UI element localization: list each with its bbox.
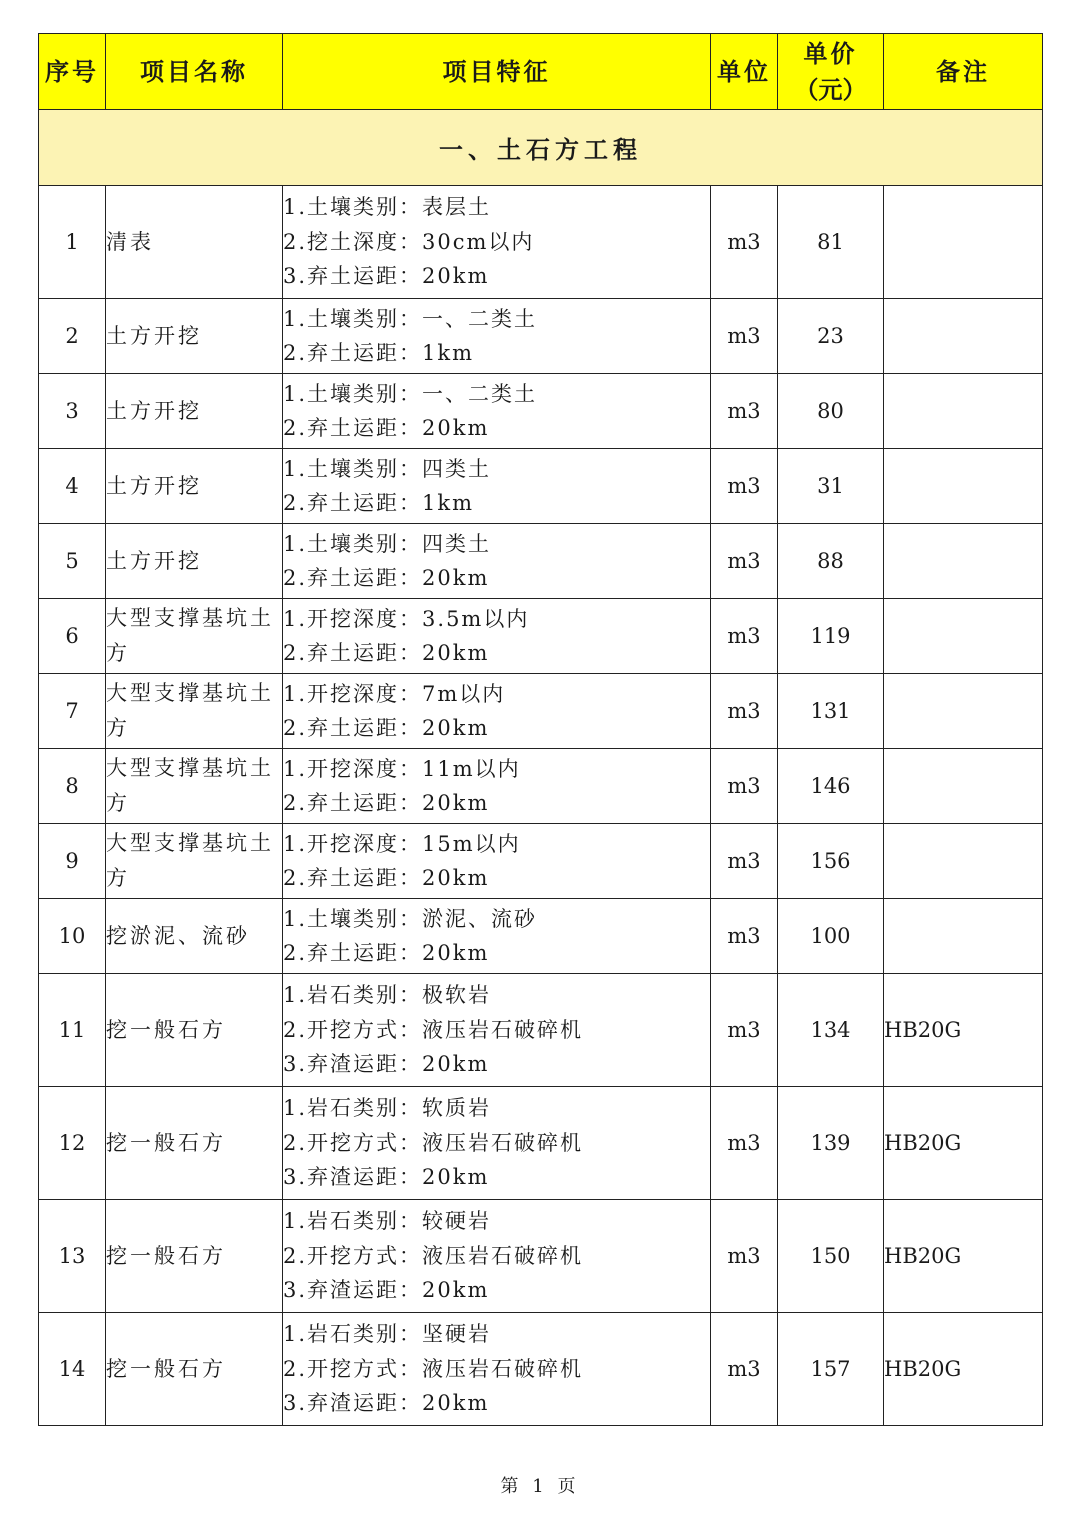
feature-line: 1.岩石类别：软质岩: [283, 1096, 492, 1121]
feature-line: 1.土壤类别：一、二类土: [283, 381, 538, 406]
row-price: 134: [778, 974, 884, 1087]
row-unit: m3: [711, 186, 778, 299]
table-row: [39, 974, 1043, 1087]
row-seq: 14: [39, 1313, 106, 1426]
table-row: [39, 824, 1043, 899]
feature-line: 1.土壤类别：表层土: [283, 195, 492, 220]
table-row: [39, 449, 1043, 524]
row-note: HB20G: [884, 1200, 1043, 1313]
row-features: [283, 899, 711, 974]
row-note: [884, 824, 1043, 899]
page-footer: 第 1 页: [500, 1476, 580, 1497]
header-name: 项目名称: [106, 34, 283, 110]
row-seq: 11: [39, 974, 106, 1087]
feature-line: 2.开挖方式：液压岩石破碎机: [283, 1017, 584, 1042]
row-features: [283, 524, 711, 599]
row-unit: m3: [711, 299, 778, 374]
feature-line: 2.弃土运距：1km: [283, 341, 475, 365]
feature-line: 1.土壤类别：四类土: [283, 456, 492, 481]
row-unit: m3: [711, 449, 778, 524]
row-price: 139: [778, 1087, 884, 1200]
row-price: 80: [778, 374, 884, 449]
row-unit: m3: [711, 1313, 778, 1426]
row-price: 23: [778, 299, 884, 374]
feature-line: 1.土壤类别：一、二类土: [283, 306, 538, 331]
feature-line: 2.开挖方式：液压岩石破碎机: [283, 1130, 584, 1155]
row-unit: m3: [711, 1200, 778, 1313]
row-note: [884, 674, 1043, 749]
feature-line: 2.弃土运距：20km: [283, 866, 490, 890]
row-note: [884, 524, 1043, 599]
row-name: 挖一般石方: [106, 1313, 283, 1426]
row-seq: 7: [39, 674, 106, 749]
row-name: 大型支撑基坑土方: [106, 599, 283, 674]
row-name: 挖一般石方: [106, 1087, 283, 1200]
row-note: HB20G: [884, 1087, 1043, 1200]
feature-line: 1.土壤类别：四类土: [283, 531, 492, 556]
row-unit: m3: [711, 524, 778, 599]
row-note: [884, 186, 1043, 299]
table-row: [39, 749, 1043, 824]
row-price: 131: [778, 674, 884, 749]
feature-line: 3.弃渣运距：20km: [283, 1165, 490, 1190]
table-row: [39, 299, 1043, 374]
price-table: [38, 33, 1043, 1426]
feature-line: 1.岩石类别：坚硬岩: [283, 1322, 492, 1347]
feature-line: 2.弃土运距：20km: [283, 416, 490, 440]
header-price: [778, 34, 884, 110]
row-features: [283, 974, 711, 1087]
row-name: 大型支撑基坑土方: [106, 749, 283, 824]
row-features: [283, 674, 711, 749]
row-features: [283, 1087, 711, 1200]
row-features: [283, 1313, 711, 1426]
section-row: [39, 110, 1043, 186]
row-features: [283, 749, 711, 824]
feature-line: 3.弃土运距：20km: [283, 264, 490, 289]
table-row: [39, 1313, 1043, 1426]
header-seq: 序号: [39, 34, 106, 110]
row-note: [884, 299, 1043, 374]
row-seq: 12: [39, 1087, 106, 1200]
row-seq: 8: [39, 749, 106, 824]
row-name: 大型支撑基坑土方: [106, 824, 283, 899]
row-seq: 1: [39, 186, 106, 299]
row-features: [283, 374, 711, 449]
feature-line: 2.弃土运距：20km: [283, 641, 490, 665]
row-note: [884, 449, 1043, 524]
feature-line: 1.土壤类别：淤泥、流砂: [283, 906, 538, 931]
row-price: 150: [778, 1200, 884, 1313]
row-features: [283, 1200, 711, 1313]
row-name: 挖淤泥、流砂: [106, 899, 283, 974]
table-row: [39, 186, 1043, 299]
feature-line: 2.弃土运距：20km: [283, 791, 490, 815]
header-unit: 单位: [711, 34, 778, 110]
row-unit: m3: [711, 674, 778, 749]
row-unit: m3: [711, 1087, 778, 1200]
header-price-line1: 单价: [803, 38, 858, 68]
feature-line: 3.弃渣运距：20km: [283, 1278, 490, 1303]
feature-line: 1.开挖深度：15m以内: [283, 831, 521, 856]
feature-line: 3.弃渣运距：20km: [283, 1052, 490, 1077]
row-price: 100: [778, 899, 884, 974]
row-unit: m3: [711, 599, 778, 674]
row-name: 大型支撑基坑土方: [106, 674, 283, 749]
row-name: 土方开挖: [106, 299, 283, 374]
row-features: [283, 186, 711, 299]
table-row: [39, 1087, 1043, 1200]
feature-line: 2.开挖方式：液压岩石破碎机: [283, 1243, 584, 1268]
row-name: 清表: [106, 186, 283, 299]
row-name: 挖一般石方: [106, 974, 283, 1087]
row-name: 土方开挖: [106, 374, 283, 449]
row-features: [283, 824, 711, 899]
table-row: [39, 899, 1043, 974]
feature-line: 2.弃土运距：20km: [283, 716, 490, 740]
feature-line: 1.开挖深度：7m以内: [283, 681, 506, 706]
row-name: 挖一般石方: [106, 1200, 283, 1313]
row-note: [884, 599, 1043, 674]
row-note: [884, 899, 1043, 974]
row-unit: m3: [711, 974, 778, 1087]
row-seq: 4: [39, 449, 106, 524]
feature-line: 1.开挖深度：11m以内: [283, 756, 521, 781]
row-price: 88: [778, 524, 884, 599]
feature-line: 1.开挖深度：3.5m以内: [283, 606, 530, 631]
feature-line: 2.挖土深度：30cm以内: [283, 229, 535, 254]
table-row: [39, 524, 1043, 599]
table-row: [39, 599, 1043, 674]
row-price: 146: [778, 749, 884, 824]
row-price: 119: [778, 599, 884, 674]
header-note: 备注: [884, 34, 1043, 110]
feature-line: 2.弃土运距：20km: [283, 941, 490, 965]
row-seq: 6: [39, 599, 106, 674]
section-title: 一、土石方工程: [39, 110, 1043, 186]
table-row: [39, 674, 1043, 749]
row-name: 土方开挖: [106, 524, 283, 599]
row-price: 31: [778, 449, 884, 524]
row-price: 81: [778, 186, 884, 299]
row-unit: m3: [711, 374, 778, 449]
table-row: [39, 1200, 1043, 1313]
row-seq: 3: [39, 374, 106, 449]
row-note: HB20G: [884, 974, 1043, 1087]
row-seq: 9: [39, 824, 106, 899]
table-row: [39, 374, 1043, 449]
row-unit: m3: [711, 749, 778, 824]
row-unit: m3: [711, 899, 778, 974]
header-feature: 项目特征: [283, 34, 711, 110]
feature-line: 2.弃土运距：1km: [283, 491, 475, 515]
row-price: 156: [778, 824, 884, 899]
header-price-line2: （元）: [794, 74, 867, 104]
row-features: [283, 449, 711, 524]
row-note: HB20G: [884, 1313, 1043, 1426]
row-price: 157: [778, 1313, 884, 1426]
row-seq: 10: [39, 899, 106, 974]
row-features: [283, 599, 711, 674]
row-note: [884, 749, 1043, 824]
row-note: [884, 374, 1043, 449]
row-name: 土方开挖: [106, 449, 283, 524]
feature-line: 1.岩石类别：极软岩: [283, 983, 492, 1008]
row-seq: 2: [39, 299, 106, 374]
header-row: [39, 34, 1043, 110]
row-features: [283, 299, 711, 374]
feature-line: 3.弃渣运距：20km: [283, 1391, 490, 1416]
row-unit: m3: [711, 824, 778, 899]
feature-line: 2.开挖方式：液压岩石破碎机: [283, 1356, 584, 1381]
row-seq: 5: [39, 524, 106, 599]
feature-line: 2.弃土运距：20km: [283, 566, 490, 590]
feature-line: 1.岩石类别：较硬岩: [283, 1209, 492, 1234]
row-seq: 13: [39, 1200, 106, 1313]
